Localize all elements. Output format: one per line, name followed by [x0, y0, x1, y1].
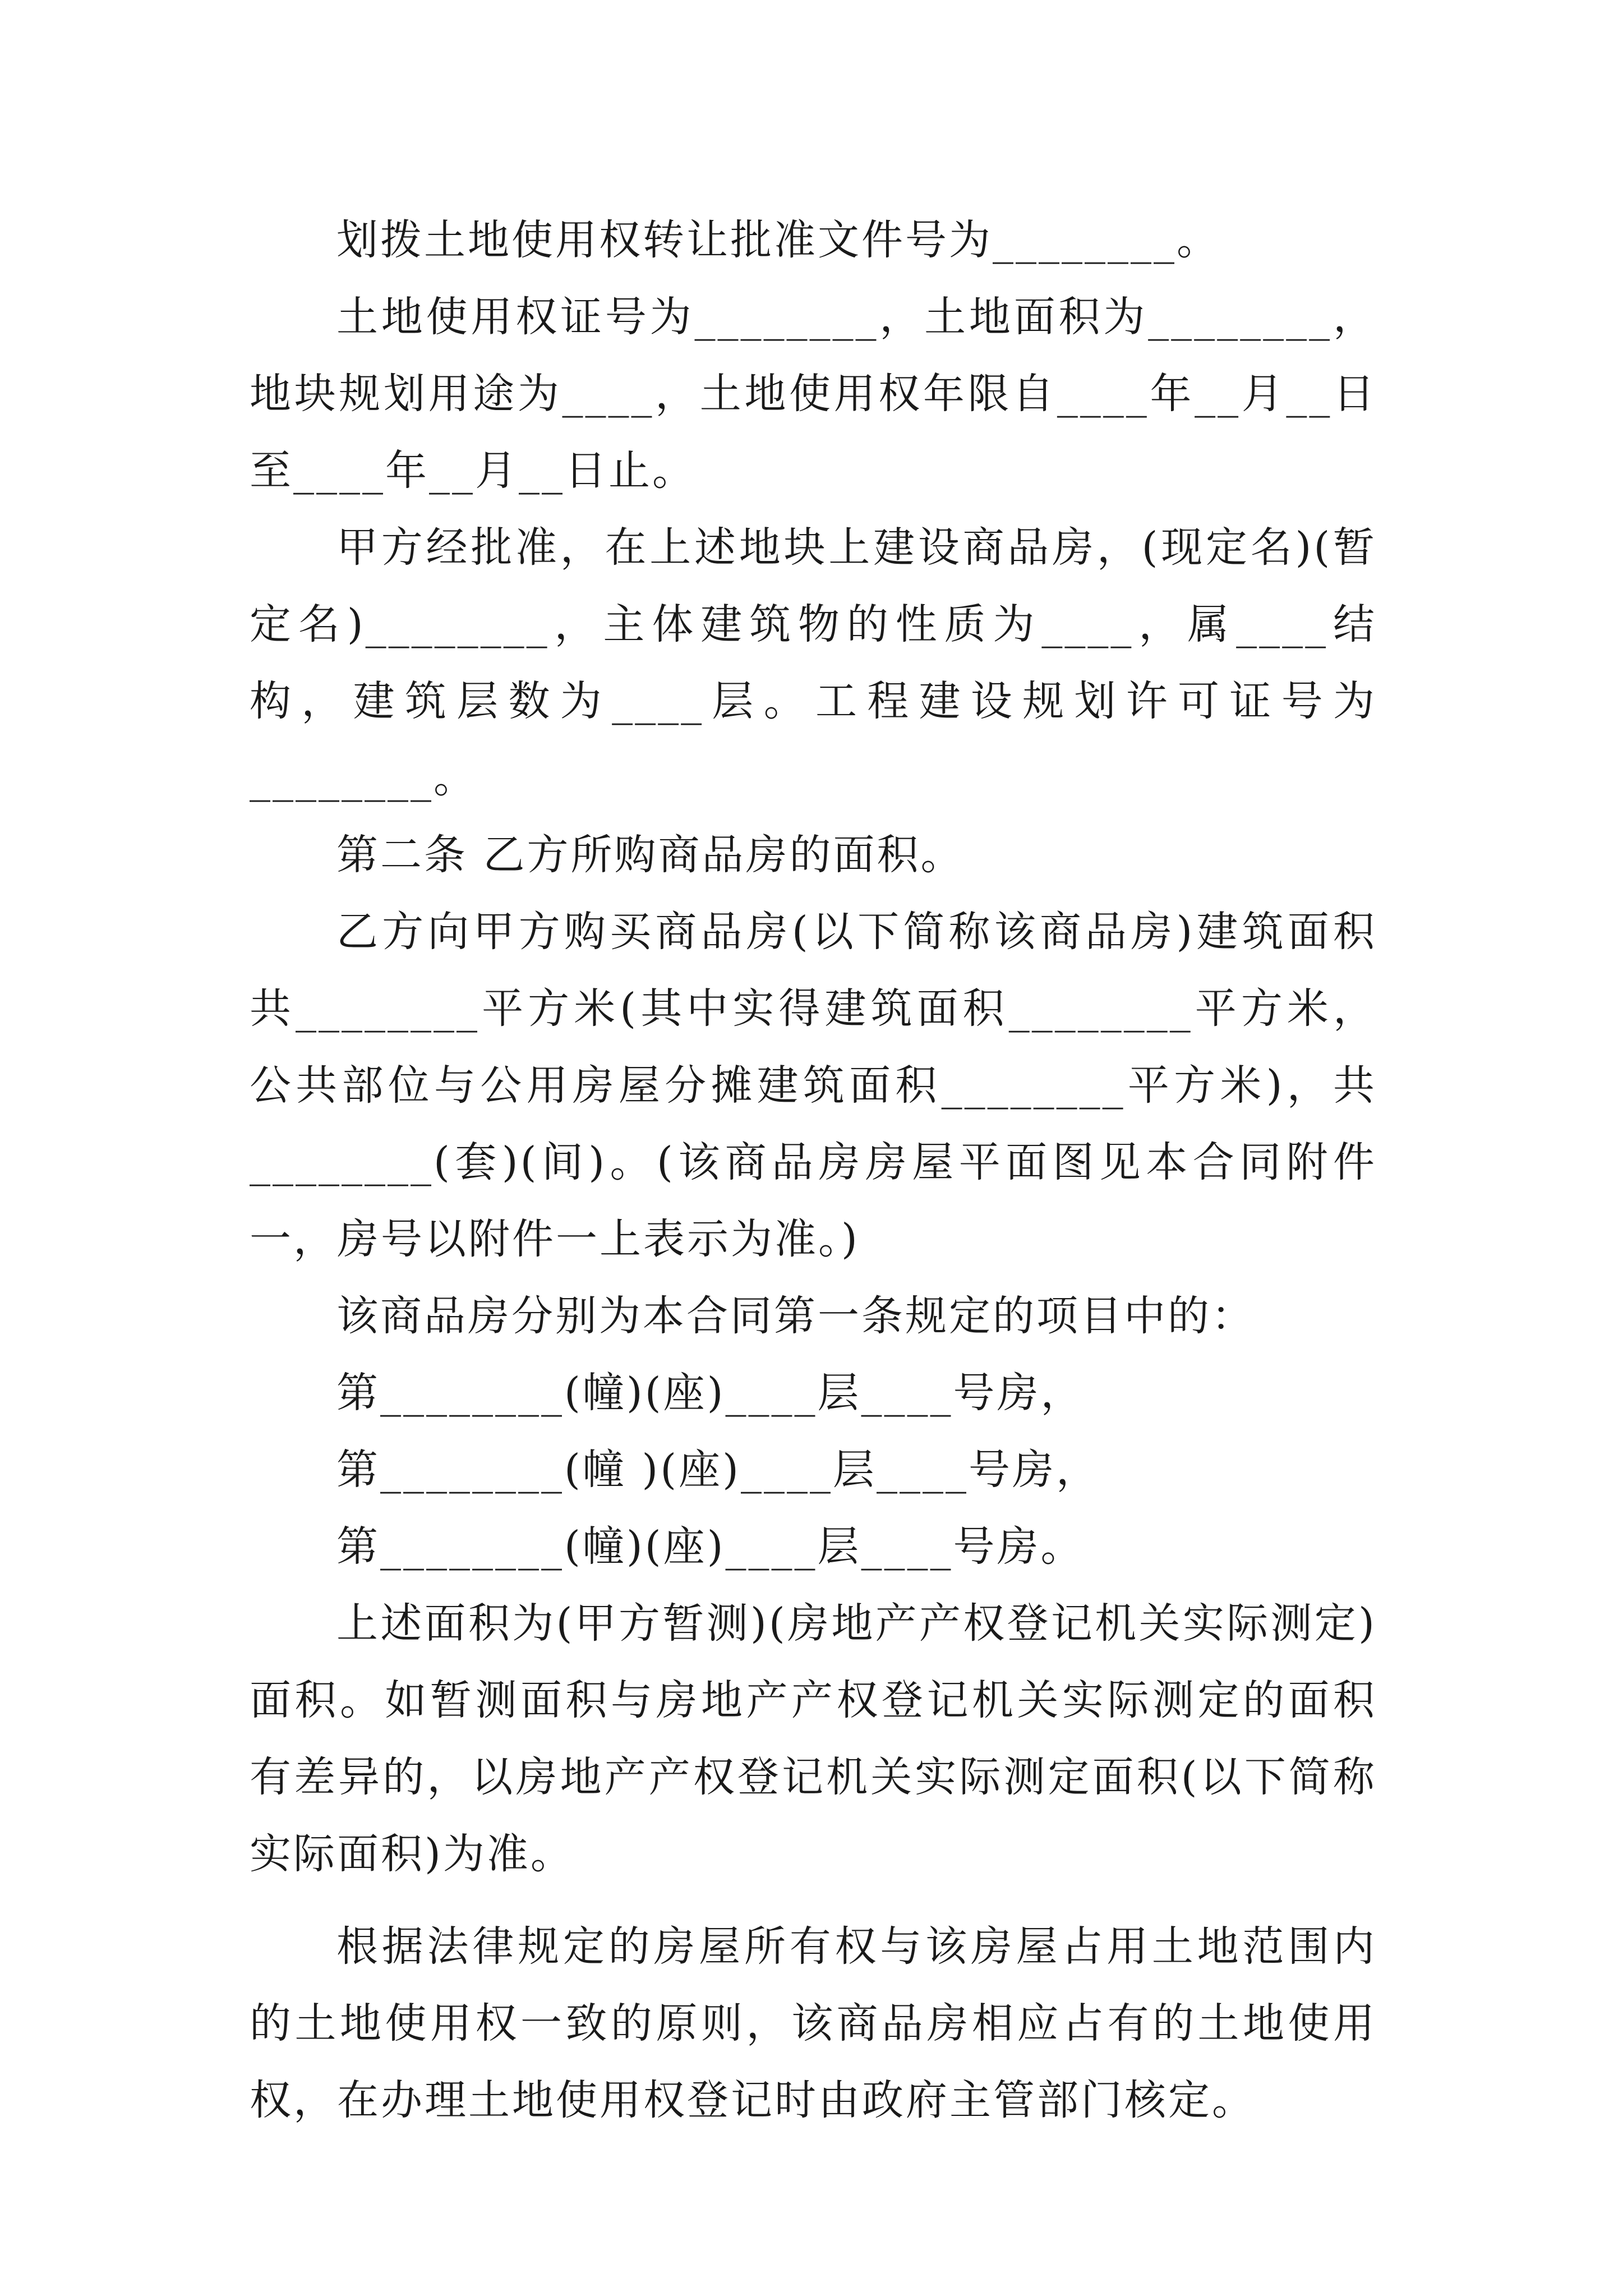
unit-line-1: 第________(幢)(座)____层____号房，: [336, 1369, 1085, 1417]
paragraph-land-use-right-principle: 根据法律规定的房屋所有权与该房屋占用土地范围内的土地使用权一致的原则，该商品房相应占有的土地使用权，在办理土地使用权登记时由政府主管部门核定。: [250, 1922, 1377, 2124]
paragraph-building-info: 甲方经批准，在上述地块上建设商品房，(现定名)(暂定名)________，主体建筑物的性质为____，属____结构，建筑层数为____层。工程建设规划许可证号为________。: [250, 523, 1377, 802]
unit-line-3: 第________(幢)(座)____层____号房。: [336, 1522, 1085, 1571]
paragraph-land-use-certificate: 土地使用权证号为________，土地面积为________，地块规划用途为____，土地使用权年限自____年__月__日至____年__月__日止。: [250, 293, 1377, 495]
paragraph-purchase-area: 乙方向甲方购买商品房(以下简称该商品房)建筑面积共________平方米(其中实得建筑面积________平方米，公共部位与公用房屋分摊建筑面积________平方米)，共________(套)(间)。(该商品房房屋平面图见本合同附件一，房号以附件一上表示为准。): [250, 908, 1377, 1263]
unit-line-2: 第________(幢 )(座)____层____号房，: [336, 1446, 1100, 1494]
paragraph-approval-doc-number: 划拨土地使用权转让批准文件号为________。: [336, 216, 1220, 264]
paragraph-area-measurement: 上述面积为(甲方暂测)(房地产产权登记机关实际测定)面积。如暂测面积与房地产产权登记机关实际测定的面积有差异的，以房地产产权登记机关实际测定面积(以下简称实际面积)为准。: [250, 1599, 1377, 1878]
document-body: [250, 202, 1377, 2139]
article-two-heading: 第二条 乙方所购商品房的面积。: [336, 831, 965, 879]
paragraph-unit-list-intro: 该商品房分别为本合同第一条规定的项目中的：: [336, 1292, 1255, 1340]
